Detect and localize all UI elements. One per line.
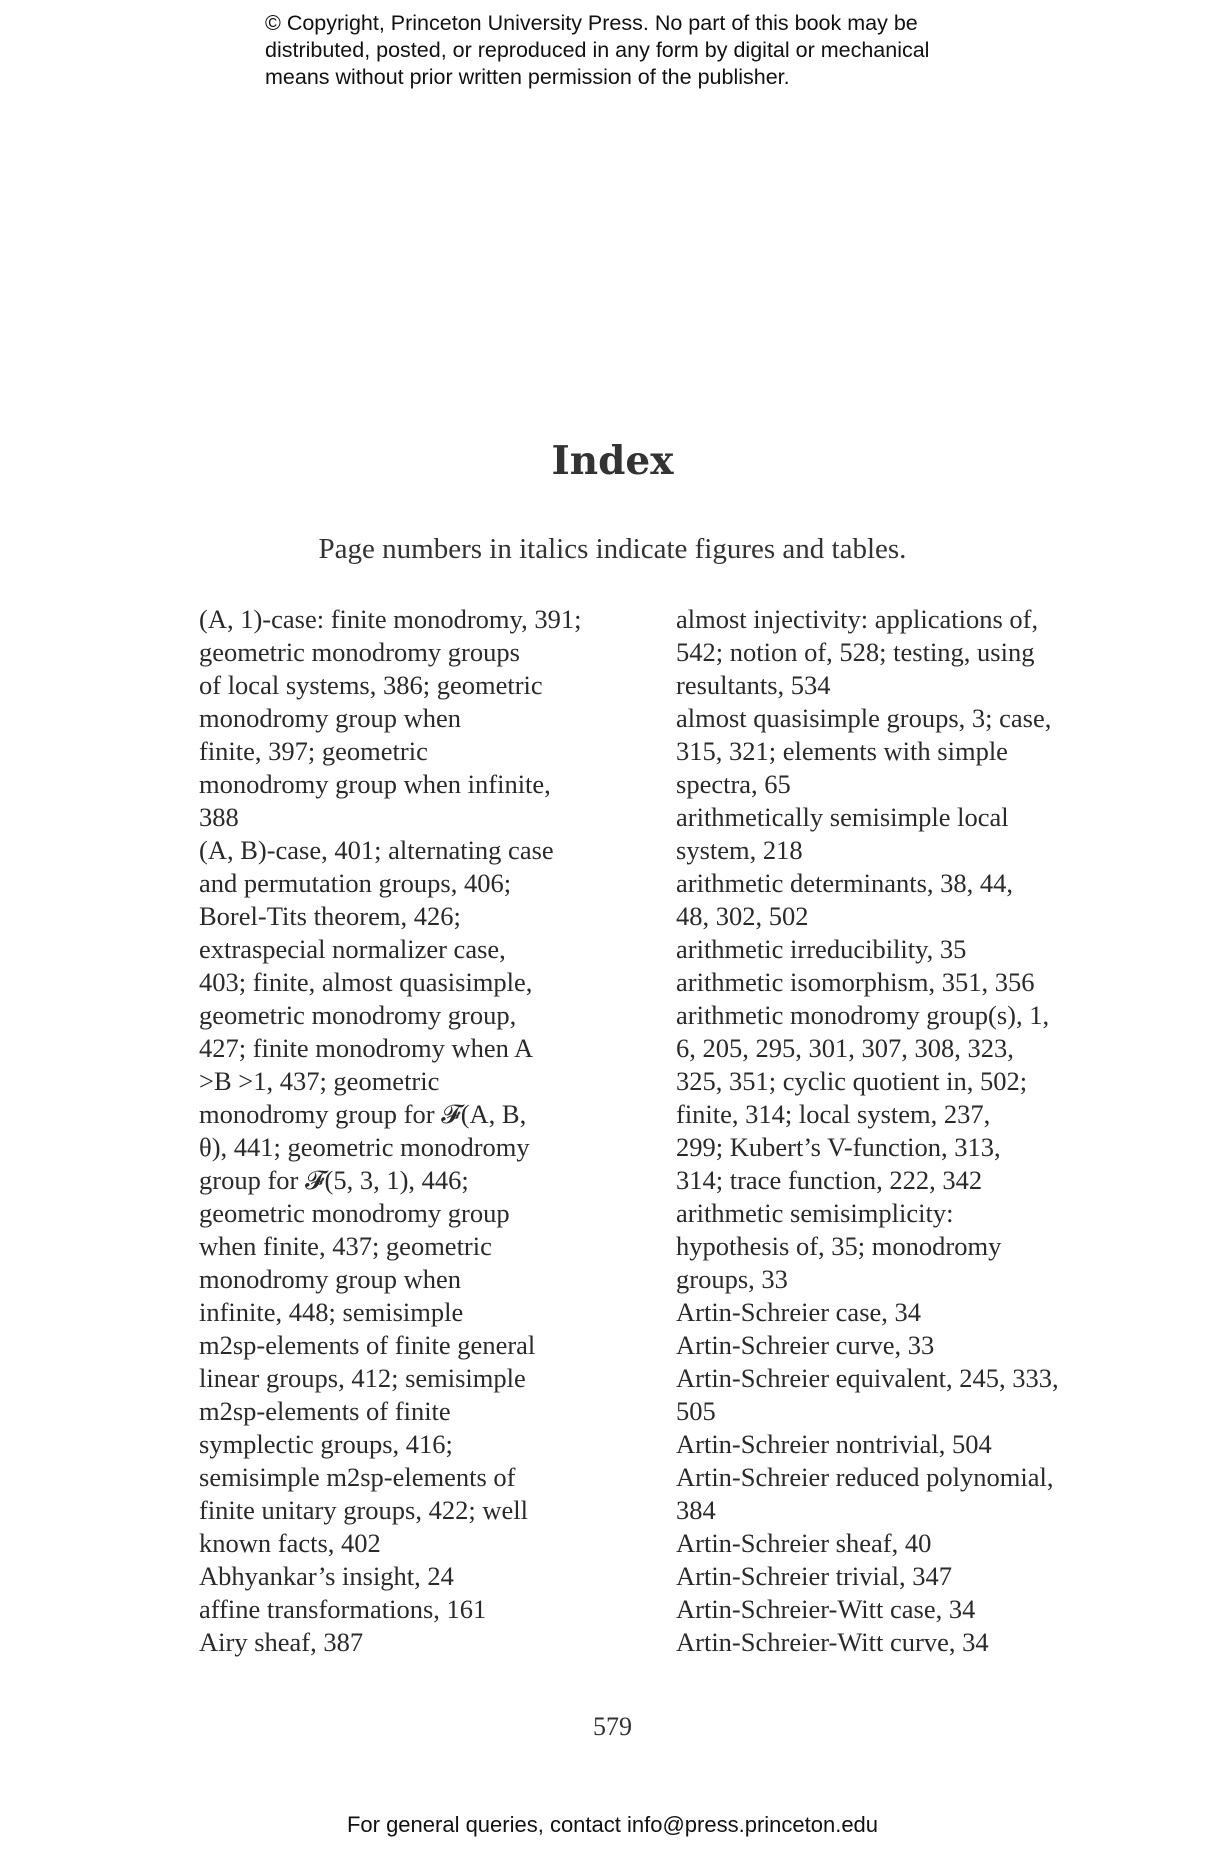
index-entry-line: spectra, 65 bbox=[676, 769, 791, 799]
index-entry-line: almost quasisimple groups, 3; case, bbox=[676, 703, 1052, 733]
index-entry bbox=[199, 1560, 639, 1593]
index-entry-line: 427; finite monodromy when A bbox=[199, 1033, 534, 1063]
index-entry-line: Abhyankar’s insight, 24 bbox=[199, 1561, 454, 1591]
copyright-line: means without prior written permission of the publisher. bbox=[265, 65, 790, 89]
index-entry-line: symplectic groups, 416; bbox=[199, 1429, 453, 1459]
index-entry-line: hypothesis of, 35; monodromy bbox=[676, 1231, 1002, 1261]
index-entry-line: Borel-Tits theorem, 426; bbox=[199, 901, 461, 931]
index-entry-line: >B >1, 437; geometric bbox=[199, 1066, 440, 1096]
index-entry bbox=[676, 1461, 1116, 1527]
index-entry-line: arithmetic monodromy group(s), 1, bbox=[676, 1000, 1050, 1030]
index-entry-line: Artin-Schreier curve, 33 bbox=[676, 1330, 935, 1360]
index-entry-line: affine transformations, 161 bbox=[199, 1594, 487, 1624]
index-entry-line: Artin-Schreier-Witt curve, 34 bbox=[676, 1627, 989, 1657]
index-entry bbox=[199, 1626, 639, 1659]
index-entry bbox=[676, 702, 1116, 801]
index-entry bbox=[676, 1197, 1116, 1296]
index-entry-line: geometric monodromy groups bbox=[199, 637, 520, 667]
index-entry-line: θ), 441; geometric monodromy bbox=[199, 1132, 530, 1162]
index-entry-line: Artin-Schreier equivalent, 245, 333, bbox=[676, 1363, 1059, 1393]
index-entry-line: geometric monodromy group, bbox=[199, 1000, 517, 1030]
index-entry bbox=[199, 1593, 639, 1626]
index-entry-line: arithmetic irreducibility, 35 bbox=[676, 934, 967, 964]
index-entry-line: 299; Kubert’s V-function, 313, bbox=[676, 1132, 1001, 1162]
index-entry-line: known facts, 402 bbox=[199, 1528, 381, 1558]
index-entry-line: m2sp-elements of finite bbox=[199, 1396, 451, 1426]
index-entry bbox=[676, 867, 1116, 933]
index-entry bbox=[199, 603, 639, 834]
index-entry bbox=[676, 999, 1116, 1197]
index-entry-line: geometric monodromy group bbox=[199, 1198, 510, 1228]
index-entry-line: group for 𝓕(5, 3, 1), 446; bbox=[199, 1165, 469, 1195]
index-entry-line: 403; finite, almost quasisimple, bbox=[199, 967, 533, 997]
index-entry-line: Artin-Schreier reduced polynomial, bbox=[676, 1462, 1054, 1492]
index-entry-line: and permutation groups, 406; bbox=[199, 868, 512, 898]
index-entry-line: when finite, 437; geometric bbox=[199, 1231, 492, 1261]
copyright-notice bbox=[265, 10, 1025, 91]
index-entry bbox=[676, 1527, 1116, 1560]
index-entry-line: finite, 397; geometric bbox=[199, 736, 428, 766]
index-subtitle: Page numbers in italics indicate figures and tables. bbox=[318, 533, 907, 565]
index-entry-line: (A, 1)-case: finite monodromy, 391; bbox=[199, 604, 582, 634]
index-entry-line: (A, B)-case, 401; alternating case bbox=[199, 835, 554, 865]
index-entry bbox=[676, 1329, 1116, 1362]
index-entry bbox=[676, 1296, 1116, 1329]
index-entry-line: linear groups, 412; semisimple bbox=[199, 1363, 526, 1393]
index-entry-line: 315, 321; elements with simple bbox=[676, 736, 1008, 766]
index-entry-line: arithmetically semisimple local bbox=[676, 802, 1009, 832]
index-entry bbox=[676, 603, 1116, 702]
index-entry-line: 325, 351; cyclic quotient in, 502; bbox=[676, 1066, 1028, 1096]
index-entry-line: groups, 33 bbox=[676, 1264, 788, 1294]
index-entry bbox=[676, 933, 1116, 966]
index-entry-line: 384 bbox=[676, 1495, 716, 1525]
index-entry-line: monodromy group for 𝓕(A, B, bbox=[199, 1099, 527, 1129]
copyright-line: © Copyright, Princeton University Press. No part of this book may be bbox=[265, 11, 918, 35]
index-entry bbox=[676, 801, 1116, 867]
index-entry-line: resultants, 534 bbox=[676, 670, 831, 700]
index-entry-line: extraspecial normalizer case, bbox=[199, 934, 506, 964]
index-entry bbox=[676, 1362, 1116, 1428]
index-entry-line: 505 bbox=[676, 1396, 716, 1426]
index-entry-line: Artin-Schreier trivial, 347 bbox=[676, 1561, 952, 1591]
index-entry-line: Artin-Schreier case, 34 bbox=[676, 1297, 922, 1327]
index-entry-line: of local systems, 386; geometric bbox=[199, 670, 543, 700]
index-entry bbox=[676, 1560, 1116, 1593]
index-entry-line: arithmetic determinants, 38, 44, bbox=[676, 868, 1014, 898]
footer-contact: For general queries, contact info@press.princeton.edu bbox=[346, 1812, 879, 1837]
index-entry bbox=[676, 966, 1116, 999]
index-entry-line: Artin-Schreier sheaf, 40 bbox=[676, 1528, 932, 1558]
index-left-column bbox=[199, 603, 639, 1659]
index-entry-line: system, 218 bbox=[676, 835, 803, 865]
index-entry bbox=[676, 1593, 1116, 1626]
index-entry-line: 314; trace function, 222, 342 bbox=[676, 1165, 983, 1195]
index-entry-line: almost injectivity: applications of, bbox=[676, 604, 1039, 634]
page-title: Index bbox=[551, 438, 674, 484]
index-entry-line: Airy sheaf, 387 bbox=[199, 1627, 364, 1657]
index-entry-line: arithmetic semisimplicity: bbox=[676, 1198, 954, 1228]
index-entry bbox=[199, 834, 639, 1560]
index-entry-line: arithmetic isomorphism, 351, 356 bbox=[676, 967, 1035, 997]
index-entry-line: infinite, 448; semisimple bbox=[199, 1297, 464, 1327]
index-entry bbox=[676, 1626, 1116, 1659]
index-entry-line: finite, 314; local system, 237, bbox=[676, 1099, 991, 1129]
index-entry-line: Artin-Schreier nontrivial, 504 bbox=[676, 1429, 992, 1459]
index-entry bbox=[676, 1428, 1116, 1461]
index-entry-line: Artin-Schreier-Witt case, 34 bbox=[676, 1594, 976, 1624]
copyright-line: distributed, posted, or reproduced in any form by digital or mechanical bbox=[265, 38, 930, 62]
index-entry-line: monodromy group when bbox=[199, 703, 462, 733]
index-entry-line: 6, 205, 295, 301, 307, 308, 323, bbox=[676, 1033, 1014, 1063]
index-entry-line: monodromy group when infinite, bbox=[199, 769, 551, 799]
index-right-column bbox=[676, 603, 1116, 1659]
index-entry-line: monodromy group when bbox=[199, 1264, 462, 1294]
page-number: 579 bbox=[593, 1712, 632, 1741]
index-entry-line: semisimple m2sp-elements of bbox=[199, 1462, 516, 1492]
index-entry-line: m2sp-elements of finite general bbox=[199, 1330, 536, 1360]
index-entry-line: finite unitary groups, 422; well bbox=[199, 1495, 528, 1525]
index-entry-line: 48, 302, 502 bbox=[676, 901, 809, 931]
index-entry-line: 542; notion of, 528; testing, using bbox=[676, 637, 1035, 667]
index-entry-line: 388 bbox=[199, 802, 239, 832]
